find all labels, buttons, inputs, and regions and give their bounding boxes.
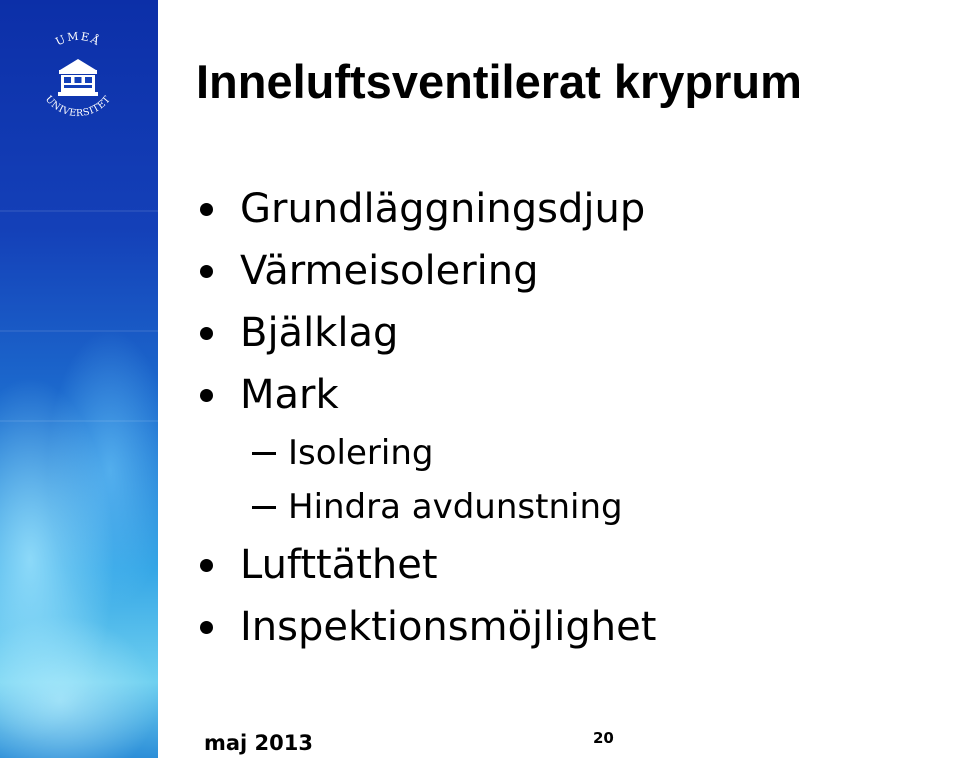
bullet-text: Mark [240, 372, 339, 418]
bullet-text: Grundläggningsdjup [240, 186, 646, 232]
bullet-item [198, 178, 656, 240]
dash-icon [252, 452, 276, 455]
bullet-text: Bjälklag [240, 310, 399, 356]
bullet-text: Lufttäthet [240, 542, 438, 588]
university-logo-icon [28, 26, 128, 126]
bullet-item [198, 534, 656, 596]
bullet-list [198, 178, 656, 658]
sub-bullet-item [252, 480, 656, 534]
bullet-item [198, 302, 656, 364]
bullet-dot-icon [200, 559, 213, 572]
bullet-text: Inspektionsmöjlighet [240, 604, 657, 650]
svg-text:UMEÅ: UMEÅ [53, 29, 103, 49]
footer-date: maj 2013 [204, 731, 314, 755]
svg-text:UNIVERSITET: UNIVERSITET [42, 93, 114, 120]
bullet-dot-icon [200, 265, 213, 278]
sub-bullet-text: Isolering [288, 433, 434, 473]
bullet-text: Värmeisolering [240, 248, 539, 294]
bullet-dot-icon [200, 621, 213, 634]
sub-bullet-item [252, 426, 656, 480]
page-number: 20 [593, 729, 614, 747]
bullet-dot-icon [200, 203, 213, 216]
bullet-dot-icon [200, 389, 213, 402]
slide-title: Inneluftsventilerat kryprum [196, 55, 802, 108]
bullet-dot-icon [200, 327, 213, 340]
sub-bullet-text: Hindra avdunstning [288, 487, 623, 527]
bullet-item [198, 596, 656, 658]
dash-icon [252, 506, 276, 509]
bullet-item [198, 364, 656, 426]
bullet-item [198, 240, 656, 302]
decorative-side-band [0, 0, 158, 758]
